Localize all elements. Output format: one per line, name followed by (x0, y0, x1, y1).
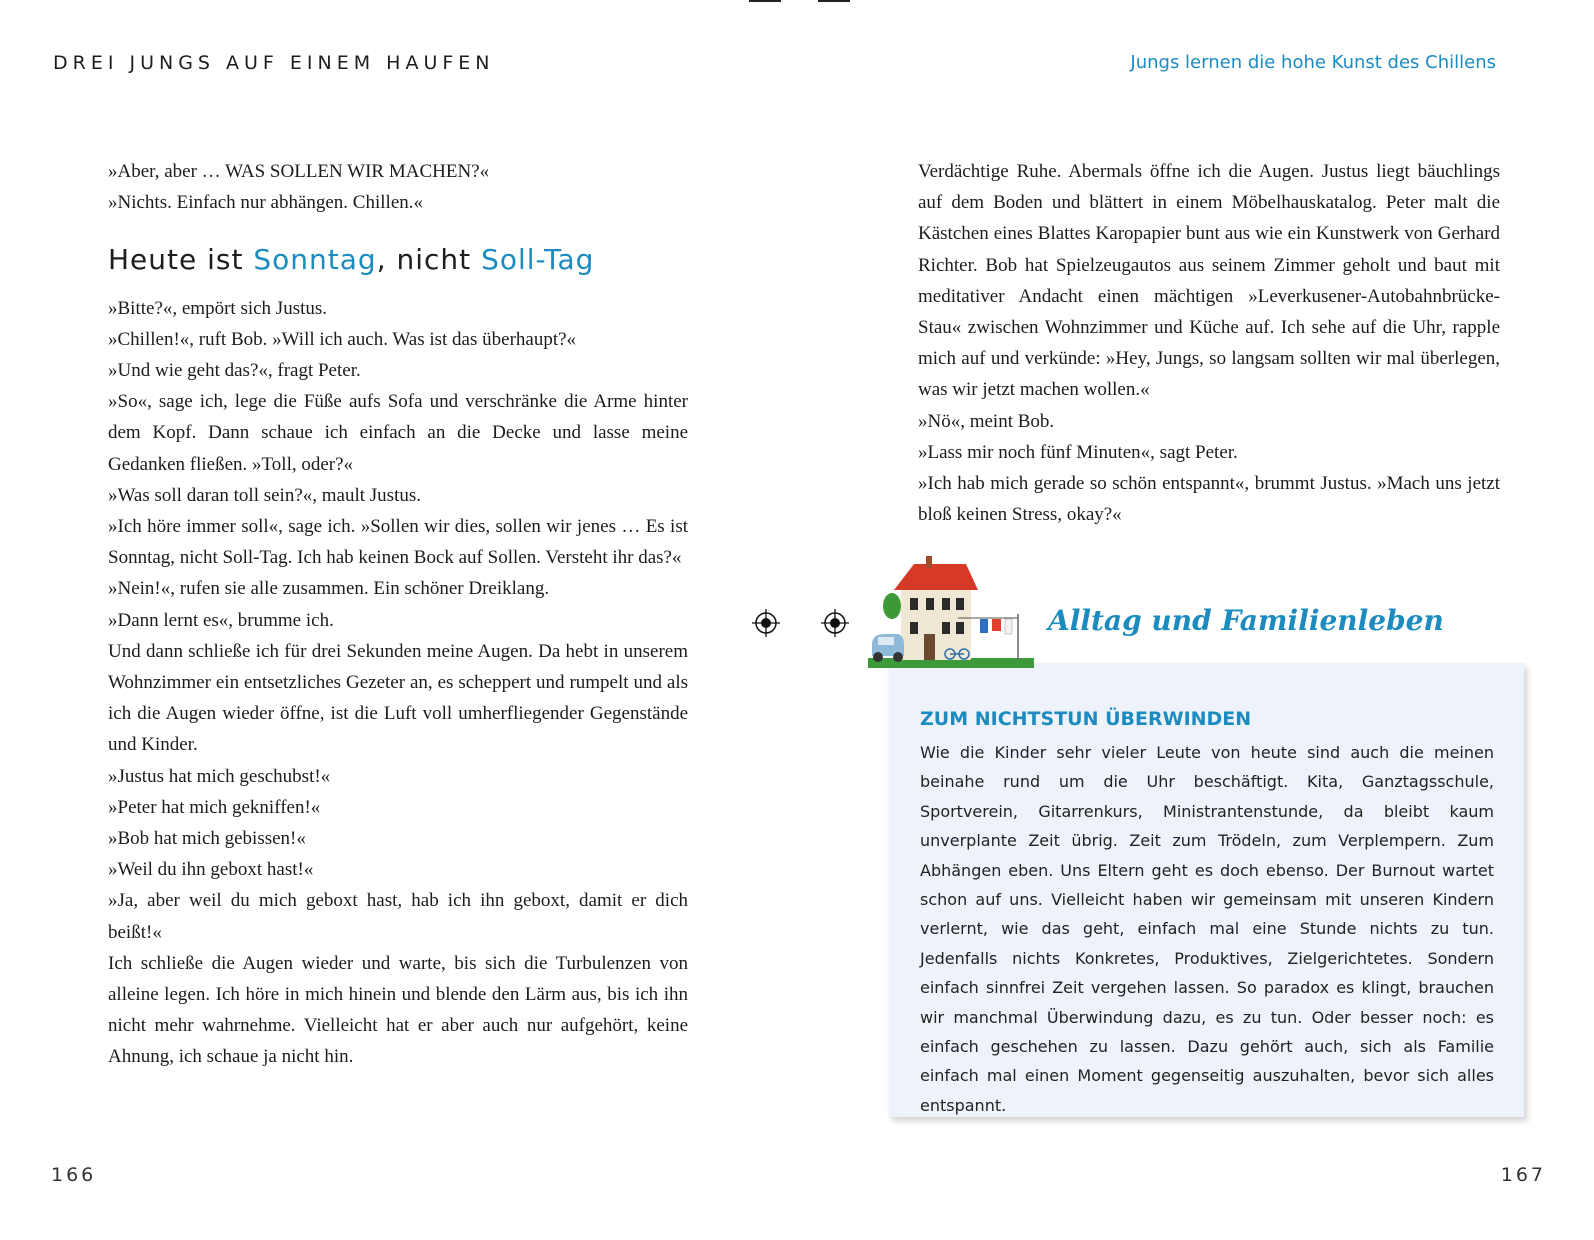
paragraph: »Peter hat mich gekniffen!« (108, 796, 321, 818)
crop-mark-right (818, 0, 850, 2)
paragraph: »Justus hat mich geschubst!« (108, 765, 331, 787)
paragraph: »Aber, aber … WAS SOLLEN WIR MACHEN?« (108, 161, 490, 182)
paragraph: »Dann lernt es«, brumme ich. (108, 609, 334, 631)
paragraph: »Nö«, meint Bob. (918, 410, 1055, 432)
paragraph: »Nichts. Einfach nur abhängen. Chillen.« (108, 192, 424, 214)
tip-box (889, 663, 1524, 1117)
section-heading: Heute ist Sonntag, nicht Soll-Tag (108, 243, 595, 277)
tip-box-title: ZUM NICHTSTUN ÜBERWINDEN (920, 708, 1252, 730)
paragraph: »So«, sage ich, lege die Füße aufs Sofa und verschränke die Arme hinter dem Kopf. Dann schaue ich einfach an die Decke und lasse meine Gedanken fließen. »Toll, oder?« (108, 391, 688, 475)
paragraph: Verdächtige Ruhe. Abermals öffne ich die Augen. Justus liegt bäuchlings auf dem Boden und blättert in einem Möbelhauskatalog. Peter malt die Kästchen eines Blattes Karopapier bunt aus wie ein Kunstwerk von Gerhard Richter. Bob hat Spielzeugautos aus seinem Zimmer geholt und baut mit meditativer Andacht einen mächtigen »Leverkusener-Autobahnbrücke-Stau« zwischen Wohnzimmer und Küche auf. Ich sehe auf die Uhr, rapple mich auf und verkünde: »Hey, Jungs, so langsam sollten wir mal überlegen, was wir jetzt machen wollen.« (918, 161, 1500, 401)
paragraph: »Bitte?«, empört sich Justus. (108, 297, 328, 319)
registration-mark-icon (752, 609, 780, 637)
paragraph: »Weil du ihn geboxt hast!« (108, 859, 314, 881)
paragraph: »Und wie geht das?«, fragt Peter. (108, 360, 361, 382)
running-head-left: DREI JUNGS AUF EINEM HAUFEN (53, 52, 495, 74)
paragraph: »Chillen!«, ruft Bob. »Will ich auch. Was ist das überhaupt?« (108, 328, 577, 350)
paragraph: Ich schließe die Augen wieder und warte, bis sich die Turbulenzen von alleine legen. Ich höre in mich hinein und blende den Lärm aus, bis ich ihn nicht mehr wahrnehme. Vielleicht hat er aber auch nur aufgehört, keine Ahnung, ich schaue ja nicht hin. (108, 952, 688, 1068)
paragraph: Und dann schließe ich für drei Sekunden meine Augen. Da hebt in unserem Wohnzimmer ein entsetzliches Gezeter an, es scheppert und rumpelt und als ich die Augen wieder öffne, ist die Luft voll umherfliegender Gegenstände und Kinder. (108, 640, 688, 756)
paragraph: »Lass mir noch fünf Minuten«, sagt Peter. (918, 441, 1238, 463)
running-head-right: Jungs lernen die hohe Kunst des Chillens (1130, 52, 1496, 73)
page-number-left: 166 (51, 1164, 97, 1186)
paragraph: »Ich hab mich gerade so schön entspannt«, brummt Justus. »Mach uns jetzt bloß keinen Stress, okay?« (918, 473, 1500, 526)
crop-mark-left (749, 0, 781, 2)
paragraph: »Nein!«, rufen sie alle zusammen. Ein schöner Dreiklang. (108, 578, 550, 600)
paragraph: »Ja, aber weil du mich geboxt hast, hab ich ihn geboxt, damit er dich beißt!« (108, 890, 688, 943)
page-number-right: 167 (1500, 1164, 1546, 1186)
left-column (108, 156, 688, 1073)
paragraph: »Was soll daran toll sein?«, mault Justus. (108, 484, 421, 506)
tip-box-category: Alltag und Familienleben (1048, 604, 1444, 637)
paragraph: »Ich höre immer soll«, sage ich. »Sollen wir dies, sollen wir jenes … Es ist Sonntag, nicht Soll-Tag. Ich hab keinen Bock auf Sollen. Versteht ihr das?« (108, 516, 688, 569)
house-illustration-icon (868, 556, 1034, 668)
paragraph: »Bob hat mich gebissen!« (108, 828, 306, 850)
registration-mark-icon (821, 609, 849, 637)
tip-box-text: Wie die Kinder sehr vieler Leute von heute sind auch die meinen beinahe rund um die Uhr beschäftigt. Kita, Ganztagsschule, Sportverein, Gitarrenkurs, Ministrantenstunde, da bleibt kaum unverplante Zeit übrig. Zeit zum Trödeln, zum Verplempern. Zum Abhängen eben. Uns Eltern geht es doch ebenso. Der Burnout wartet schon auf uns. Vielleicht haben wir gemeinsam mit unseren Kindern verlernt, wie das geht, einfach mal eine Stunde nichts zu tun. Jedenfalls nichts Konkretes, Produktives, Zielgerichtetes. Sondern einfach sinnfrei Zeit vergehen lassen. So paradox es klingt, brauchen wir manchmal Überwindung dazu, es zu tun. Oder besser noch: es einfach geschehen zu lassen. Dazu gehört auch, sich als Familie einfach mal einen Moment gegenseitig auszuhalten, bevor sich alles entspannt. (920, 743, 1494, 1115)
right-column (918, 156, 1500, 530)
